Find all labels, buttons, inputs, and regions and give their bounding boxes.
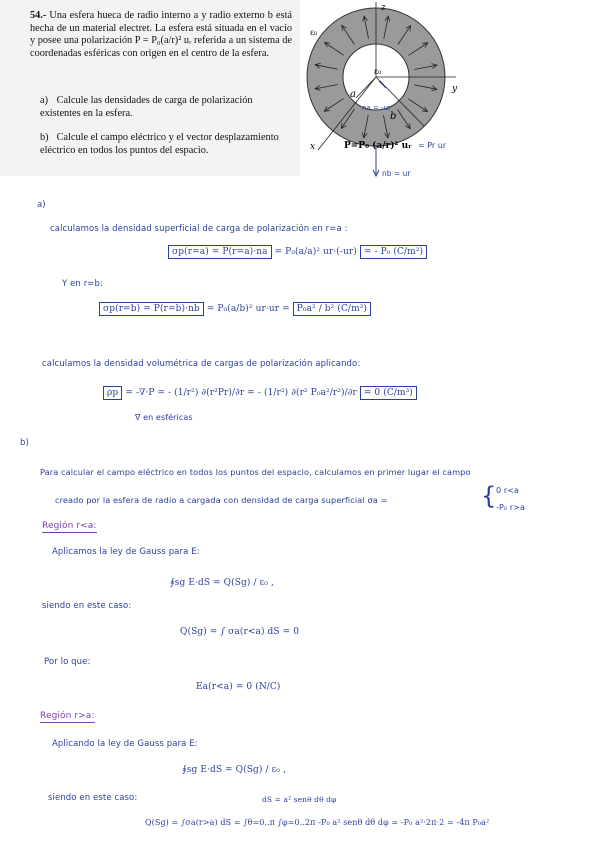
field-inner-equation: Ea(r<a) = 0 (N/C)	[196, 682, 281, 692]
problem-statement-panel	[0, 0, 300, 176]
problem-body: Una esfera hueca de radio interno a y radio externo b está hecha de un material electret. La esfera está situada en el vacío y posee una polarización P = P₀(a/r)² uᵣ referida a un sistema de coordenadas esféricas con origen en el centro de la esfera.	[30, 10, 292, 59]
piecewise-case-1: 0 r<a	[496, 486, 520, 495]
charge-inner-equation: Q(Sg) = ∫ σa(r<a) dS = 0	[180, 627, 300, 637]
piecewise-case-2: -P₀ r>a	[496, 503, 526, 512]
equation-sigma-b-result: P₀a² / b² (C/m²)	[293, 302, 371, 316]
equation-rho-note: ∇ en esféricas	[135, 413, 193, 422]
piecewise-brace: {	[481, 482, 497, 510]
note-line-4: Para calcular el campo eléctrico en todos los puntos del espacio, calculamos en primer lugar el campo	[40, 467, 471, 477]
na-label: na = -ur	[362, 104, 391, 112]
problem-number: 54.-	[30, 10, 47, 21]
problem-item-a: a) Calcule las densidades de carga de polarización existentes en la esfera.	[40, 95, 253, 119]
note-line-5: creado por la esfera de radio a cargada con densidad de carga superficial σa =	[55, 495, 388, 505]
region-inner-heading: Región r<a:	[42, 521, 97, 531]
equation-rho-result: = 0 (C/m³)	[360, 386, 417, 400]
note-line-2: Y en r=b:	[62, 279, 103, 289]
part-b-marker: b)	[20, 438, 29, 448]
gauss-outer-text: Aplicando la ley de Gauss para E:	[52, 739, 198, 749]
equation-rho-box: ρp	[103, 386, 122, 400]
equation-sigma-a-result: = - P₀ (C/m²)	[360, 245, 427, 259]
note-line-3: calculamos la densidad volumétrica de cargas de polarización aplicando:	[42, 359, 361, 369]
por-lo-que-text: Por lo que:	[44, 657, 91, 667]
note-line-1: calculamos la densidad superficial de carga de polarización en r=a :	[50, 224, 348, 234]
gauss-inner-equation: ∮sg E·dS = Q(Sg) / ε₀ ,	[170, 578, 274, 588]
siendo-outer-text: siendo en este caso:	[48, 793, 138, 803]
radius-a-label: a	[350, 89, 356, 100]
x-axis-label: x	[310, 142, 316, 152]
problem-item-b: b) Calcule el campo eléctrico y el vector desplazamiento eléctrico en todos los puntos del espacio.	[40, 132, 279, 156]
gauss-outer-equation: ∮sg E·dS = Q(Sg) / ε₀ ,	[182, 765, 286, 775]
region-outer-heading: Región r>a:	[40, 711, 95, 721]
problem-text	[30, 10, 292, 60]
equation-sigma-b	[99, 304, 371, 314]
equation-sigma-a	[168, 247, 427, 257]
epsilon-inner-label: ε₀	[374, 67, 382, 76]
polarization-label: P=P₀ (a/r)² uᵣ	[344, 141, 412, 151]
equation-sigma-a-rest: = P₀(a/a)² ur·(-ur)	[274, 247, 357, 257]
radius-b-label: b	[390, 111, 397, 122]
pr-ur-label: = Pr ur	[418, 141, 447, 150]
equation-sigma-a-box: σp(r=a) = P(r=a)·na	[168, 245, 272, 259]
ds-note: dS = a² senθ dθ dφ	[262, 795, 337, 804]
nb-label: nb = ur	[382, 169, 411, 178]
equation-sigma-b-box: σp(r=b) = P(r=b)·nb	[99, 302, 204, 316]
siendo-inner-text: siendo en este caso:	[42, 601, 132, 611]
epsilon-outer-label: ε₀	[310, 28, 318, 37]
charge-outer-equation: Q(Sg) = ∫σa(r>a) dS = ∫θ=0..π ∫φ=0..2π -P₀ a² senθ dθ dφ = -P₀ a²·2π·2 = -4π P₀a²	[145, 818, 490, 827]
part-a-marker: a)	[37, 200, 46, 210]
equation-rho-rest: = -∇·P = - (1/r²) ∂(r²Pr)/∂r = - (1/r²) ∂(r² P₀a²/r²)/∂r	[125, 388, 357, 398]
gauss-inner-text: Aplicamos la ley de Gauss para E:	[52, 547, 200, 557]
equation-rho	[103, 388, 417, 398]
sphere-figure	[298, 0, 468, 184]
equation-sigma-b-rest: = P₀(a/b)² ur·ur =	[206, 304, 290, 314]
y-axis-label: y	[452, 84, 458, 94]
z-axis-label: z	[381, 3, 386, 13]
